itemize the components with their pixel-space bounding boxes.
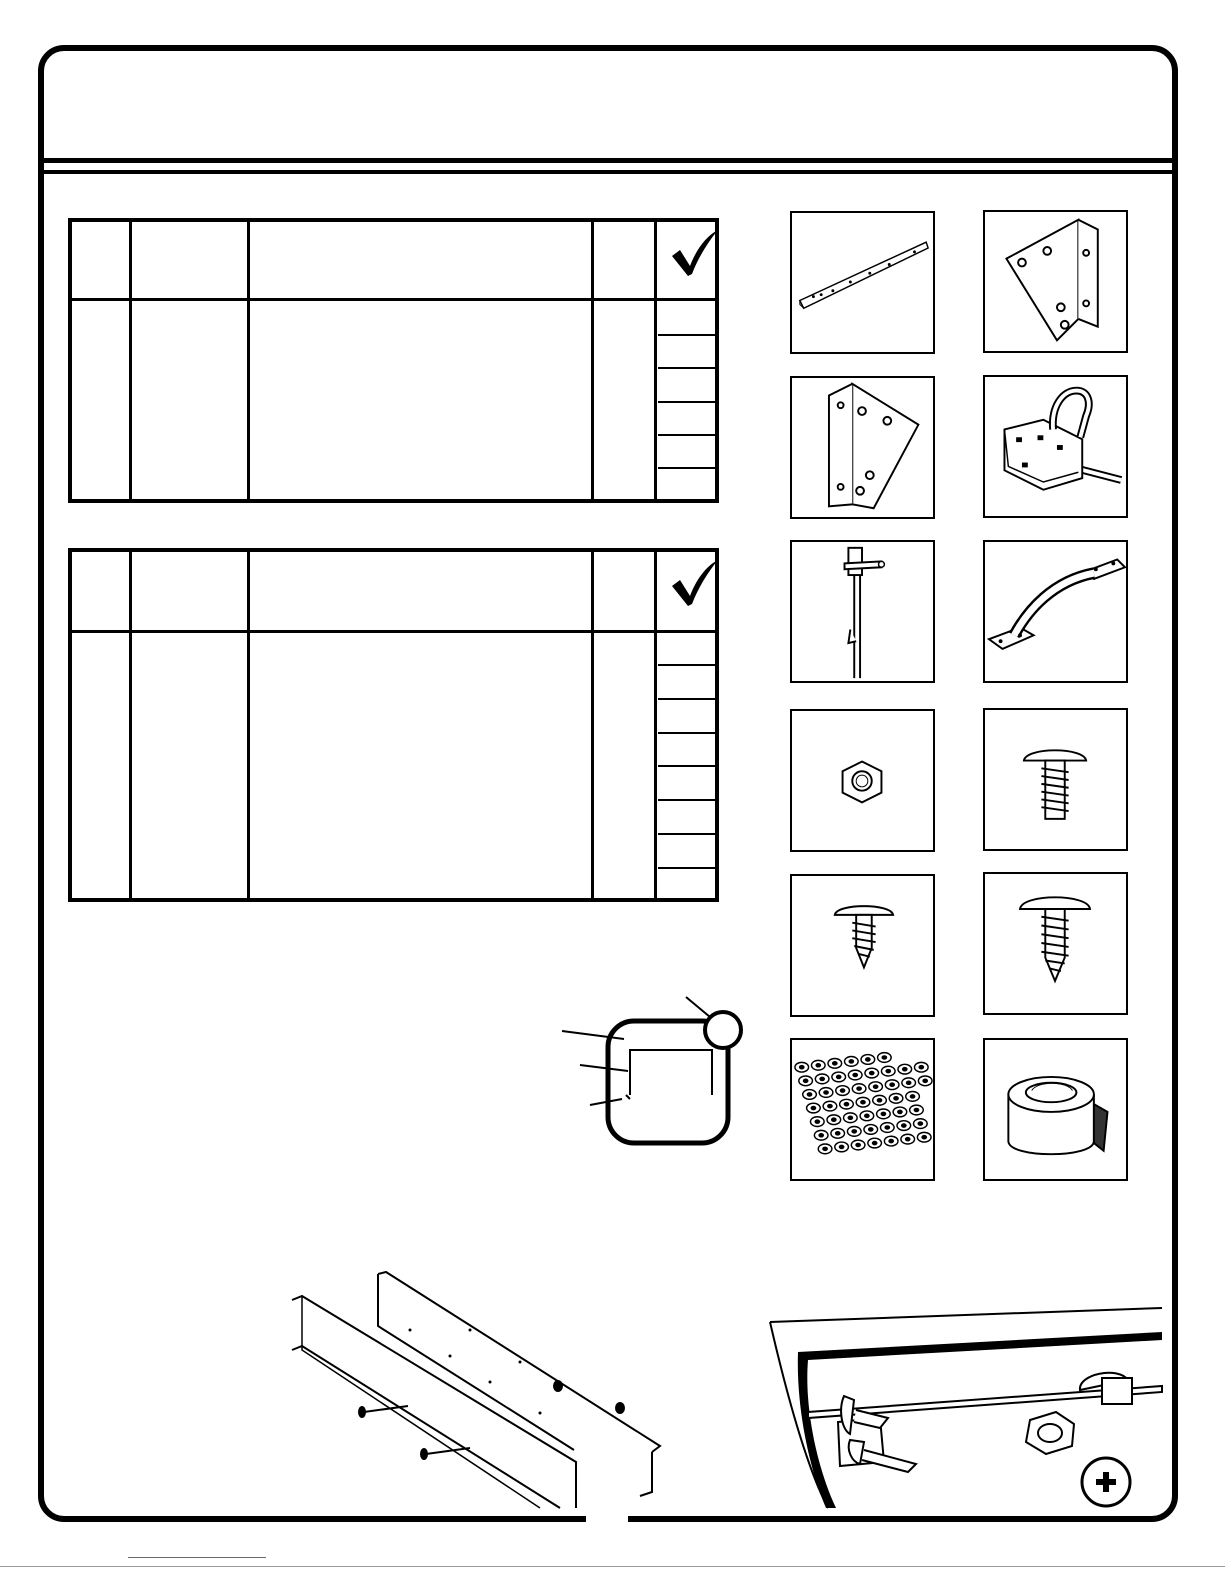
hardware-table [68, 548, 719, 902]
washer-hole [890, 1083, 894, 1086]
washer-hole [903, 1068, 907, 1071]
frame-gap [586, 1514, 628, 1526]
long-sheet-metal-screw-illustration [983, 872, 1128, 1015]
washer-hole [882, 1056, 886, 1059]
washer-hole [856, 1143, 860, 1146]
washer-hole [848, 1116, 852, 1119]
parts-table [68, 218, 719, 503]
washer-hole [840, 1089, 844, 1092]
door-handle-illustration [983, 540, 1128, 683]
washer-hole [865, 1114, 869, 1117]
washer-hole [820, 1077, 824, 1080]
washer-hole [849, 1060, 853, 1063]
washer-hole [823, 1147, 827, 1150]
washer-hole [861, 1101, 865, 1104]
label-callout-diagram [560, 995, 750, 1150]
washer-hole [832, 1118, 836, 1121]
washer-hole [833, 1062, 837, 1065]
washer-hole [819, 1134, 823, 1137]
hardware-detail-inset [768, 1300, 1164, 1510]
header-rule-top [42, 158, 1174, 163]
washer-hole [906, 1138, 910, 1141]
check-mark-icon [668, 228, 720, 280]
washer-hole [902, 1124, 906, 1127]
washer-hole [807, 1093, 811, 1096]
washer-hole [869, 1128, 873, 1131]
panel-assembly-drawing [290, 1270, 670, 1510]
washer-hole [923, 1079, 927, 1082]
washer-hole [803, 1079, 807, 1082]
washer-hole [866, 1058, 870, 1061]
washer-hole [919, 1066, 923, 1069]
machine-screw-illustration [983, 708, 1128, 851]
washer-hole [853, 1073, 857, 1076]
washers-illustration [790, 1038, 935, 1181]
washer-hole [914, 1108, 918, 1111]
washer-hole [886, 1070, 890, 1073]
cane-bolt-illustration [790, 540, 935, 683]
washer-hole [889, 1140, 893, 1143]
washer-hole [852, 1130, 856, 1133]
check-mark-icon [668, 558, 720, 610]
corner-gusset-right-illustration [983, 210, 1128, 353]
washer-hole [918, 1122, 922, 1125]
washer-hole [922, 1136, 926, 1139]
washer-hole [877, 1099, 881, 1102]
washer-hole [885, 1126, 889, 1129]
washer-hole [839, 1145, 843, 1148]
washer-hole [894, 1097, 898, 1100]
washer-hole [800, 1066, 804, 1069]
washer-hole [870, 1071, 874, 1074]
washer-hole [873, 1141, 877, 1144]
washer-hole [837, 1075, 841, 1078]
washer-hole [910, 1095, 914, 1098]
tape-roll-illustration [983, 1038, 1128, 1181]
washer-hole [816, 1064, 820, 1067]
washer-hole [824, 1091, 828, 1094]
washer-hole [857, 1087, 861, 1090]
washer-hole [836, 1132, 840, 1135]
flat-panel-strip-illustration [790, 211, 935, 354]
header-rule-bottom [42, 170, 1174, 174]
washer-hole [881, 1112, 885, 1115]
washer-hole [844, 1103, 848, 1106]
washer-hole [815, 1120, 819, 1123]
corner-gusset-left-illustration [790, 376, 935, 519]
short-sheet-metal-screw-illustration [790, 874, 935, 1017]
washer-hole [873, 1085, 877, 1088]
door-latch-illustration [983, 375, 1128, 518]
footer-rule [0, 1566, 1225, 1567]
washer-hole [828, 1105, 832, 1108]
washer-hole [907, 1081, 911, 1084]
hex-nut-illustration [790, 709, 935, 852]
washer-hole [811, 1106, 815, 1109]
washer-hole [898, 1110, 902, 1113]
footer-link-underline[interactable] [128, 1557, 266, 1558]
